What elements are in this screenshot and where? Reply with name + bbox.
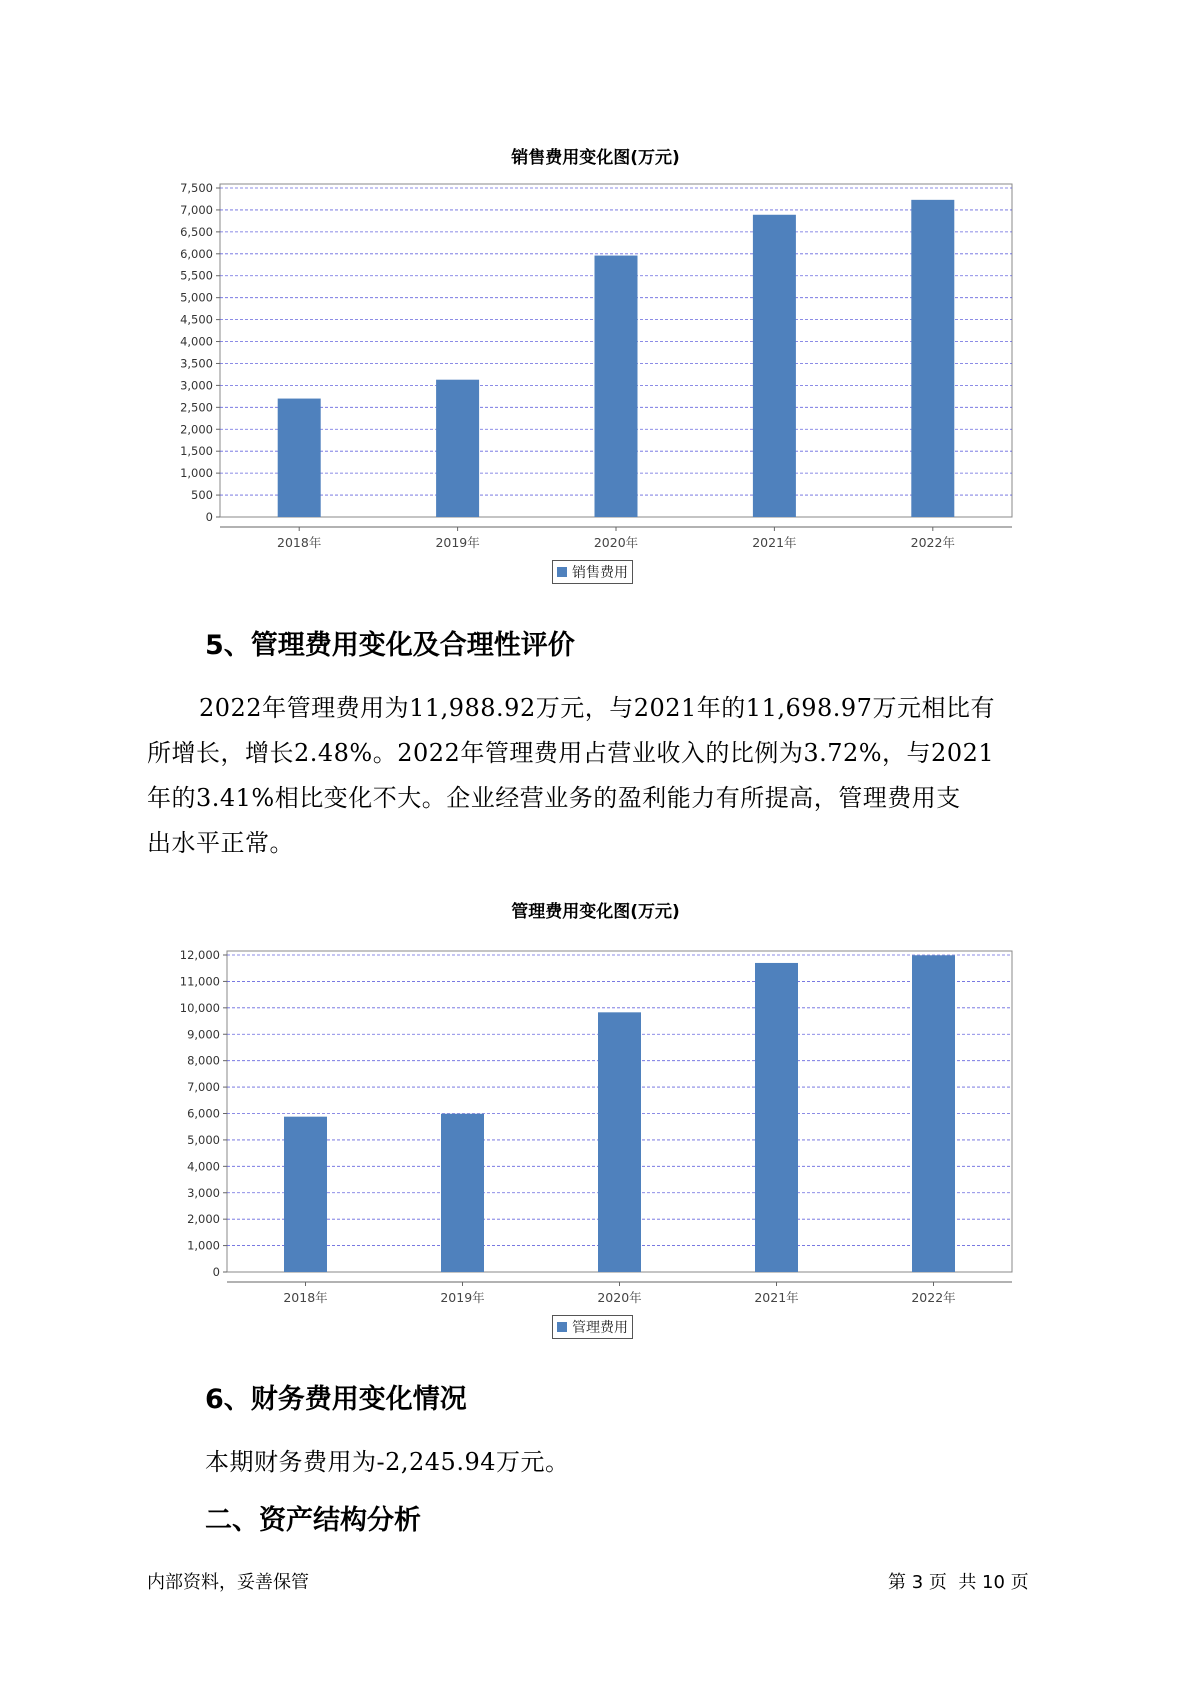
x-tick-label: 2021年: [754, 1290, 799, 1305]
x-tick-label: 2019年: [440, 1290, 485, 1305]
x-tick-label: 2020年: [597, 1290, 642, 1305]
x-tick-label: 2021年: [752, 535, 797, 550]
y-tick-label: 6,000: [180, 246, 213, 261]
y-tick-label: 500: [191, 488, 213, 503]
y-tick-label: 2,500: [180, 400, 213, 415]
bar: [278, 399, 321, 517]
bar: [753, 215, 796, 517]
y-tick-label: 1,000: [180, 466, 213, 481]
x-tick-label: 2022年: [910, 535, 955, 550]
x-tick-label: 2018年: [277, 535, 322, 550]
x-tick-label: 2018年: [283, 1290, 328, 1305]
y-tick-label: 1,500: [180, 444, 213, 459]
y-tick-label: 4,000: [187, 1159, 220, 1174]
y-tick-label: 5,500: [180, 268, 213, 283]
section-6-text: 本期财务费用为-2,245.94万元。: [205, 1448, 570, 1476]
y-tick-label: 5,000: [180, 290, 213, 305]
bar: [436, 380, 479, 517]
legend-label: 销售费用: [572, 565, 628, 581]
admin-expense-chart: [0, 925, 1191, 1305]
bar: [911, 200, 954, 517]
y-tick-label: 4,500: [180, 312, 213, 327]
y-tick-label: 2,000: [187, 1212, 220, 1227]
bar: [755, 963, 798, 1272]
footer-confidential: 内部资料，妥善保管: [147, 1572, 309, 1593]
y-tick-label: 3,000: [180, 378, 213, 393]
bar: [441, 1114, 484, 1272]
footer-page-number: 第 3 页 共 10 页: [888, 1572, 1029, 1593]
y-tick-label: 3,000: [187, 1185, 220, 1200]
y-tick-label: 9,000: [187, 1027, 220, 1042]
y-tick-label: 6,500: [180, 224, 213, 239]
sales-expense-legend: [552, 560, 633, 584]
y-tick-label: 2,000: [180, 422, 213, 437]
y-tick-label: 5,000: [187, 1132, 220, 1147]
x-tick-label: 2019年: [435, 535, 480, 550]
sales-expense-chart: [0, 170, 1191, 550]
y-tick-label: 3,500: [180, 356, 213, 371]
legend-swatch: [557, 1322, 567, 1332]
paragraph-line: 出水平正常。: [147, 829, 294, 857]
y-tick-label: 7,000: [180, 202, 213, 217]
paragraph-line: 所增长，增长2.48%。2022年管理费用占营业收入的比例为3.72%，与2021: [147, 739, 995, 767]
y-tick-label: 4,000: [180, 334, 213, 349]
legend-label: 管理费用: [572, 1320, 628, 1336]
paragraph-line: 年的3.41%相比变化不大。企业经营业务的盈利能力有所提高，管理费用支: [147, 784, 961, 812]
x-tick-label: 2020年: [593, 535, 639, 550]
bar: [284, 1117, 327, 1272]
admin-expense-chart-title: 管理费用变化图(万元): [511, 902, 680, 922]
legend-swatch: [557, 567, 567, 577]
admin-expense-legend: [552, 1315, 633, 1339]
section-5-heading: 5、管理费用变化及合理性评价: [205, 630, 575, 661]
y-tick-label: 7,500: [180, 181, 213, 195]
paragraph-line: 2022年管理费用为11,988.92万元，与2021年的11,698.97万元相比有: [199, 694, 995, 722]
x-tick-label: 2022年: [911, 1290, 956, 1305]
y-tick-label: 8,000: [187, 1053, 220, 1068]
bar: [912, 955, 955, 1272]
section-6-heading: 6、财务费用变化情况: [205, 1384, 467, 1415]
y-tick-label: 6,000: [187, 1106, 220, 1121]
y-tick-label: 12,000: [179, 948, 220, 962]
sales-expense-chart-title: 销售费用变化图(万元): [511, 148, 680, 168]
y-tick-label: 7,000: [187, 1080, 220, 1095]
y-tick-label: 11,000: [179, 974, 220, 989]
y-tick-label: 0: [212, 1265, 220, 1279]
bar: [598, 1012, 641, 1272]
y-tick-label: 10,000: [179, 1000, 220, 1015]
bar: [595, 256, 638, 517]
y-tick-label: 1,000: [187, 1238, 220, 1253]
section-two-heading: 二、资产结构分析: [205, 1505, 421, 1536]
y-tick-label: 0: [205, 510, 213, 524]
section-5-paragraph: [147, 686, 1052, 866]
